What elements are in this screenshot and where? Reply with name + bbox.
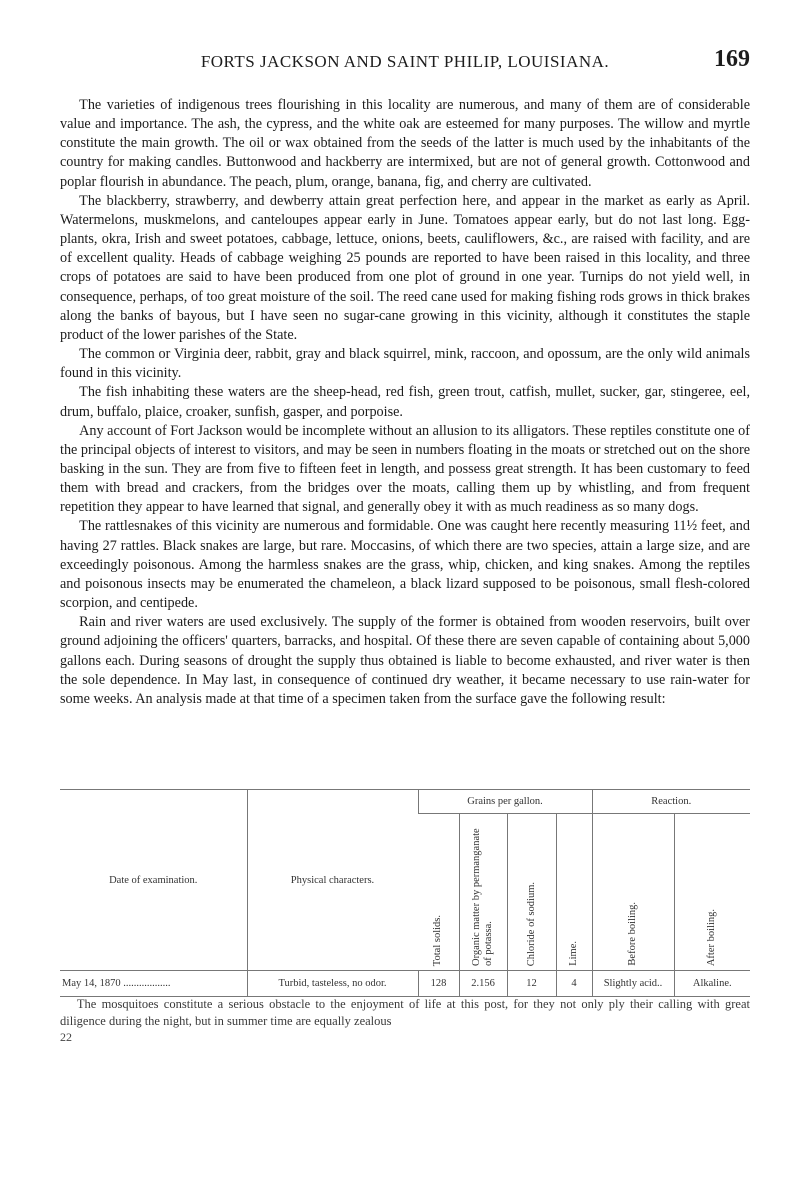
header-organic-cell — [459, 814, 507, 971]
cell-date: May 14, 1870 .................. — [60, 971, 247, 997]
cell-date-text: May 14, 1870 — [62, 978, 121, 989]
header-after-boiling: After boiling. — [706, 908, 718, 966]
body-text — [60, 96, 750, 709]
signature-mark: 22 — [60, 1030, 72, 1044]
paragraph-produce: The blackberry, strawberry, and dewberry attain great perfection here, and appear in the market as early as April. Watermelons, muskmelons, and canteloupes appear early in June. Tomatoes appear early, but do not last long. Egg-plants, okra, Irish and sweet potatoes, cabbage, lettuce, onions, beets, cauliflowers, &c., are raised with facility, and are of excellent quality. Heads of cabbage weighing 25 pounds are reported to have been raised in this locality, and three crops of potatoes are said to have been produced from one plot of ground in one year. Turnips do not yield well, in consequence, perhaps, of too great moisture of the soil. The reed cane used for making fishing rods grows in thick brakes along the banks of bayous, but I have seen no sugar-cane growing in this vicinity, although it constitutes the staple product of the lower parishes of the State. — [60, 192, 750, 343]
table-row — [60, 971, 750, 997]
page-number: 169 — [714, 46, 750, 72]
header-chloride-cell — [507, 814, 556, 971]
paragraph-snakes: The rattlesnakes of this vicinity are numerous and formidable. One was caught here recently measuring 11½ feet, and having 27 rattles. Black snakes are large, but rare. Moccasins, of which there are two species, attain a large size, and are exceedingly poisonous. Among the harmless snakes are the grass, whip, chicken, and king snakes. Among the reptiles and poisonous insects may be enumerated the chameleon, a black lizard supposed to be poisonous, small flesh-colored scorpion, and centipede. — [60, 518, 750, 612]
page-header-title: FORTS JACKSON AND SAINT PHILIP, LOUISIANA. — [200, 52, 610, 71]
water-analysis-table — [60, 789, 750, 997]
cell-before-boiling: Slightly acid.. — [592, 971, 674, 997]
running-head — [60, 46, 750, 78]
cell-chloride: 12 — [507, 971, 556, 997]
header-before-cell — [592, 814, 674, 971]
header-total-solids: Total solids. — [432, 914, 444, 966]
header-lime: Lime. — [568, 941, 579, 966]
paragraph-fish: The fish inhabiting these waters are the sheep-head, red fish, green trout, catfish, mullet, sucker, gar, stingeree, eel, drum, buffalo, plaice, croaker, sunfish, gasper, and porpoise. — [60, 384, 750, 420]
header-grains-per-gallon: Grains per gallon. — [418, 790, 592, 814]
cell-lime: 4 — [556, 971, 592, 997]
paragraph-trees: The varieties of indigenous trees flourishing in this locality are numerous, and many of them are of considerable value and importance. The ash, the cypress, and the white oak are esteemed for many purposes. The willow and myrtle constitute the main growth. The oil or wax obtained from the seeds of the latter is much used by the inhabitants of the country for making candles. Buttonwood and hackberry are intermixed, but are not of general growth. Cottonwood and poplar flourish in abundance. The peach, plum, orange, banana, fig, and cherry are cultivated. — [60, 97, 750, 190]
header-date: Date of examination. — [60, 790, 247, 971]
paragraph-water: Rain and river waters are used exclusively. The supply of the former is obtained from wooden reservoirs, built over ground adjoining the officers' quarters, barracks, and hospital. Of these there are seven capable of containing about 5,000 gallons each. During seasons of drought the supply thus obtained is liable to become exhausted, and river water is then the sole dependence. In May last, in consequence of continued dry weather, it became necessary to use rain-water for some weeks. An analysis made at that time of a specimen taken from the surface gave the following result: — [60, 614, 750, 707]
paragraph-animals: The common or Virginia deer, rabbit, gray and black squirrel, mink, raccoon, and opossum, are the only wild animals found in this vicinity. — [60, 346, 750, 382]
header-after-cell — [674, 814, 750, 971]
cell-total-solids: 128 — [418, 971, 459, 997]
header-lime-cell — [556, 814, 592, 971]
paragraph-alligators: Any account of Fort Jackson would be incomplete without an allusion to its alligators. These reptiles constitute one of the principal objects of interest to visitors, and may be seen in numbers floating in the moats or stretched out on the shore basking in the sun. They are from five to fifteen feet in length, and possess great strength. It has been customary to feed them with bread and crackers, from the bridges over the moats, calling them up by whistling, and from frequent repetition they appear to have learned that signal, and generally obey it with as much readiness as so many dogs. — [60, 422, 750, 516]
header-chloride: Chloride of sodium. — [525, 881, 537, 966]
continuation-text — [60, 996, 750, 1030]
cell-physical: Turbid, tasteless, no odor. — [247, 971, 418, 997]
header-organic-matter: Organic matter by permanganate of potassa. — [471, 828, 494, 966]
cell-organic: 2.156 — [459, 971, 507, 997]
cell-after-boiling: Alkaline. — [674, 971, 750, 997]
header-physical: Physical characters. — [247, 790, 418, 971]
header-total-solids-cell — [418, 814, 459, 971]
paragraph-mosquitoes: The mosquitoes constitute a serious obstacle to the enjoyment of life at this post, for they not only ply their calling with great diligence during the night, but in summer time are equally zealous — [60, 997, 750, 1028]
header-before-boiling: Before boiling. — [627, 902, 638, 966]
header-reaction: Reaction. — [592, 790, 750, 814]
